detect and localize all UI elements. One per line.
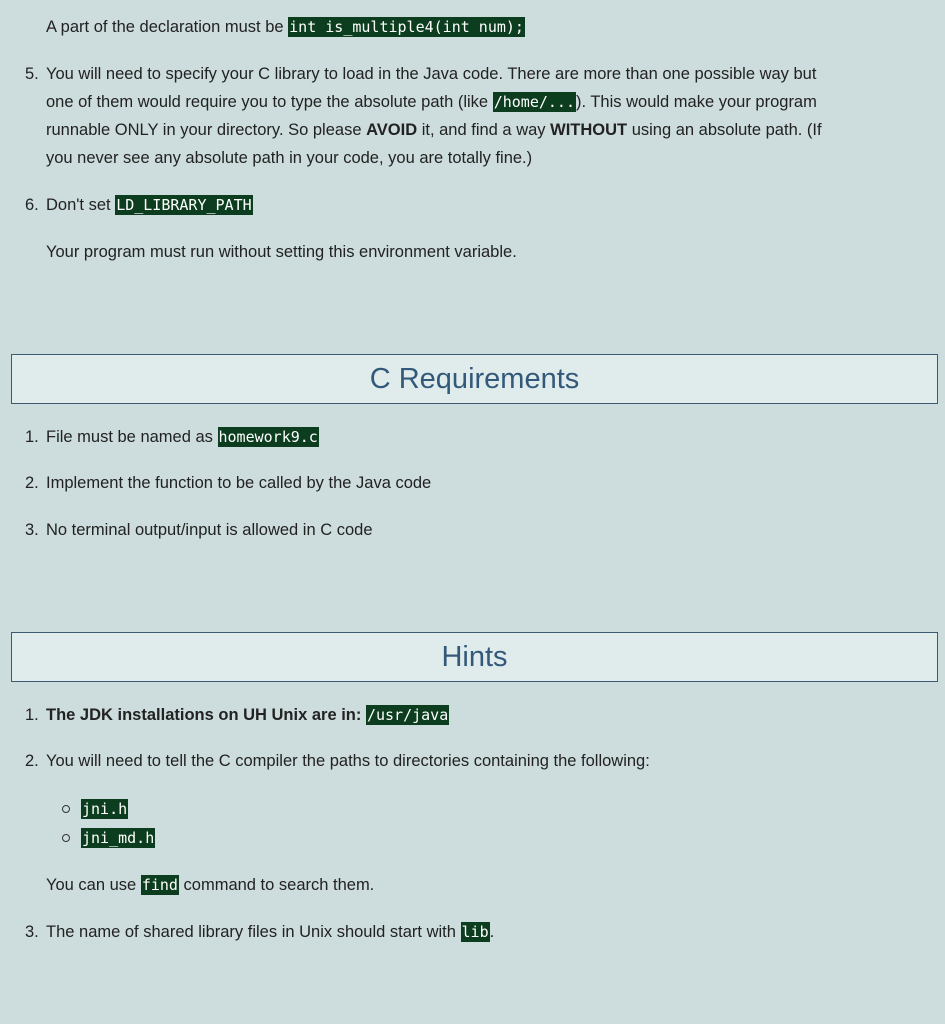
item-6-text: Don't set [46,196,116,214]
bullet-icon [62,834,70,842]
item-5-line-2-a: one of them would require you to type the absolute path (like [46,93,493,111]
c-req-3-text: No terminal output/input is allowed in C code [46,521,373,539]
home-path-code: /home/... [493,93,575,111]
hint-3-number: 3. [25,923,39,941]
hint-2-note-b: command to search them. [178,876,375,894]
item-5-line-3-c: using an absolute path. (If [627,121,822,139]
hint-3-text: The name of shared library files in Unix should start with [46,923,461,941]
item-6-line [46,191,253,219]
hint-1-text: The JDK installations on UH Unix are in: [46,706,366,724]
ld-library-path-code: LD_LIBRARY_PATH [116,196,252,214]
hint-3-suffix: . [489,923,495,941]
item-6-number: 6. [25,196,39,214]
hints-heading: Hints [11,632,938,682]
item-5-line-2-b: ). This would make your program [575,93,817,111]
item-5-line-3 [46,116,822,144]
hint-1-number: 1. [25,706,39,724]
item-5-line-3-b: it, and find a way [417,121,551,139]
c-req-2-number: 2. [25,474,39,492]
item-6-note: Your program must run without setting this environment variable. [46,243,517,261]
avoid-bold: AVOID [366,121,418,139]
file-jni-h [81,795,128,823]
bullet-icon [62,805,70,813]
hint-2-note [46,871,374,899]
declaration-code: int is_multiple4(int num); [289,18,524,36]
item-5-line-4: you never see any absolute path in your code, you are totally fine.) [46,149,533,167]
c-req-3-number: 3. [25,521,39,539]
without-bold: WITHOUT [550,121,628,139]
c-requirements-heading: C Requirements [11,354,938,404]
hint-3 [46,918,494,946]
item-5-number: 5. [25,65,39,83]
item-5-line-1: You will need to specify your C library to load in the Java code. There are more than one possible way but [46,65,817,83]
declaration-prefix: A part of the declaration must be [46,18,289,36]
c-req-1-text: File must be named as [46,428,218,446]
c-req-2-text: Implement the function to be called by the Java code [46,474,432,492]
c-req-1 [46,423,319,451]
declaration-line [46,13,525,41]
item-5-line-3-a: runnable ONLY in your directory. So please [46,121,367,139]
item-5-line-2 [46,88,817,116]
hint-2-text: You will need to tell the C compiler the paths to directories containing the following: [46,752,650,770]
find-code: find [141,876,178,894]
hint-1 [46,701,449,729]
hint-2-number: 2. [25,752,39,770]
file-jni-md-h [81,824,155,852]
hint-2-note-a: You can use [46,876,141,894]
homework9-code: homework9.c [218,428,318,446]
jni-h-code: jni.h [82,800,128,818]
jni-md-h-code: jni_md.h [82,829,155,847]
c-req-1-number: 1. [25,428,39,446]
lib-code: lib [461,923,489,941]
usr-java-code: /usr/java [366,706,449,724]
